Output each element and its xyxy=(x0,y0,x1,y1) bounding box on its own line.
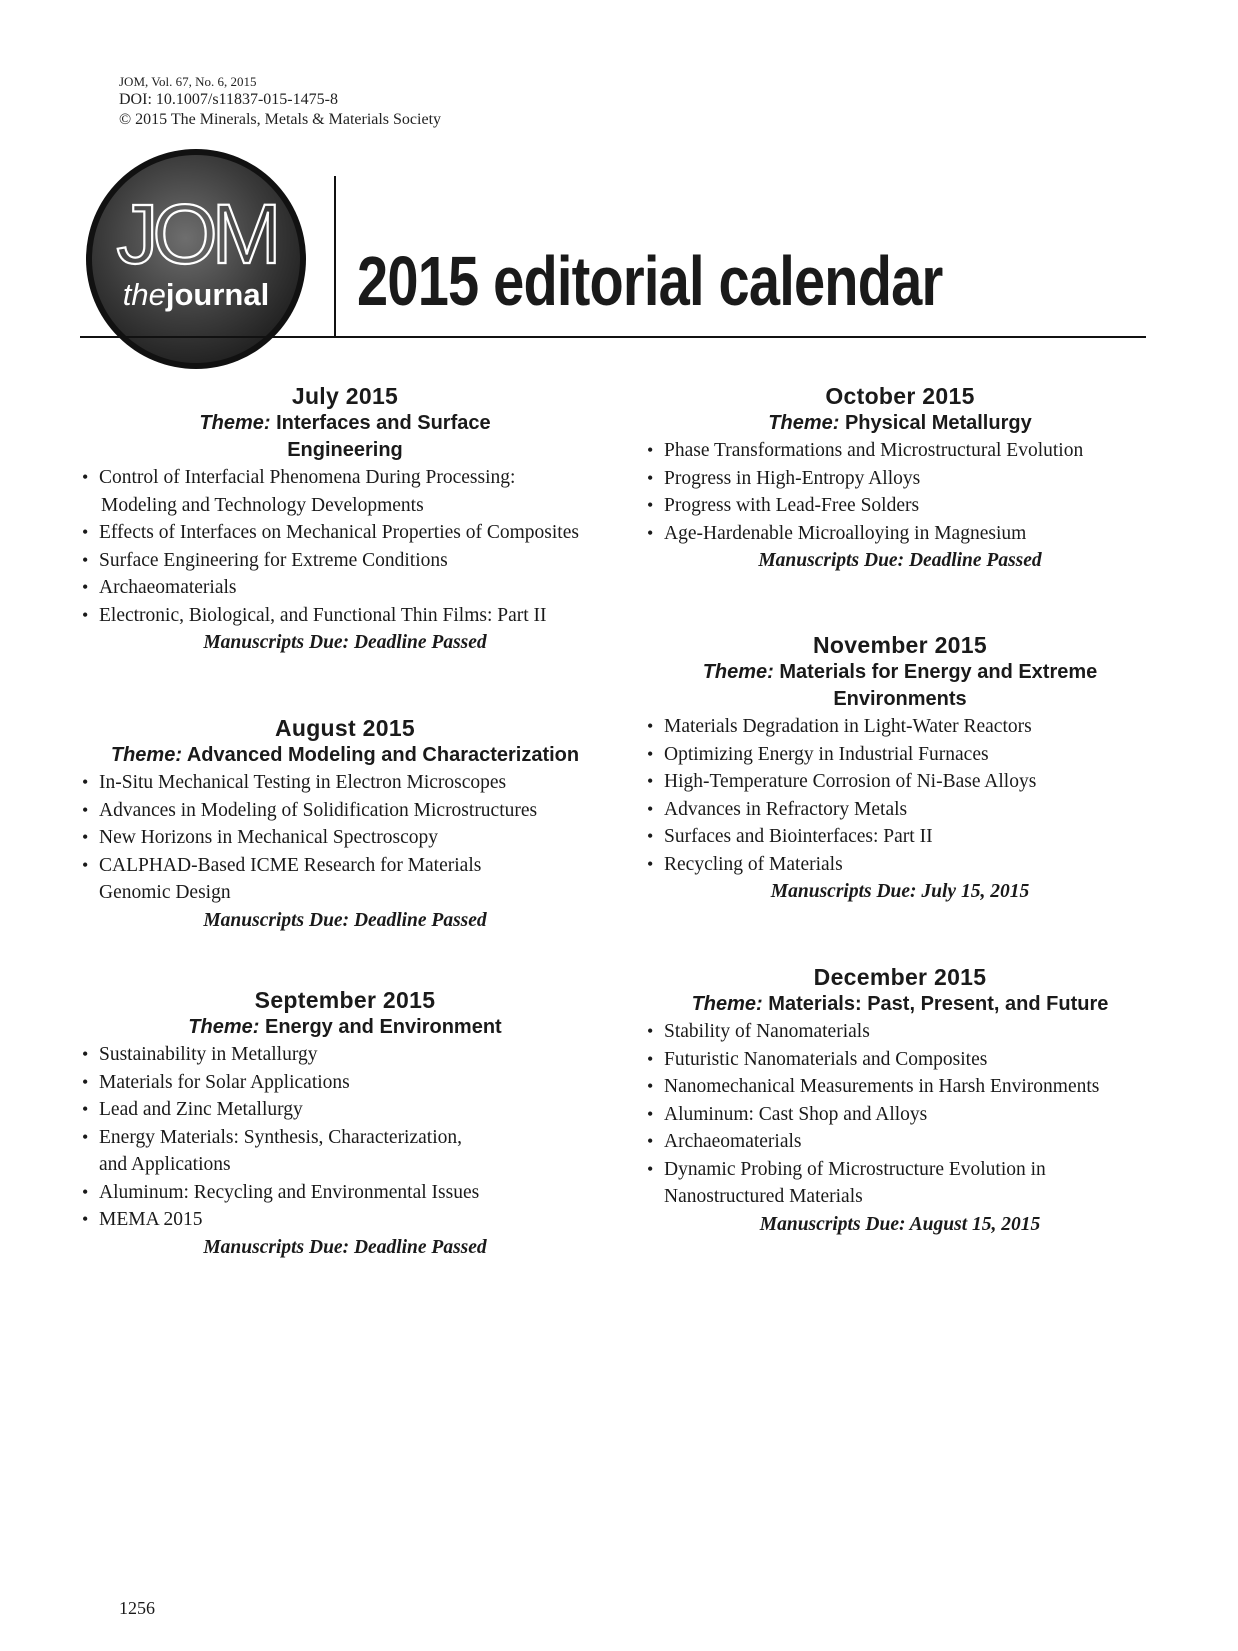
topic-list xyxy=(80,1041,610,1234)
manuscripts-due: Manuscripts Due: Deadline Passed xyxy=(758,550,1042,571)
manuscripts-due: Manuscripts Due: Deadline Passed xyxy=(203,1236,487,1258)
section-theme xyxy=(80,742,610,769)
topic-item: • Archaeomaterials xyxy=(645,1128,1155,1156)
topic-item: • High-Temperature Corrosion of Ni-Base Alloys xyxy=(645,768,1155,796)
topic-item: • Age-Hardenable Microalloying in Magnesium xyxy=(645,520,1155,548)
manuscripts-due: Manuscripts Due: Deadline Passed xyxy=(203,632,487,653)
topic-item: • MEMA 2015 xyxy=(80,1206,610,1234)
topic-item: • Control of Interfacial Phenomena During Processing: xyxy=(80,464,610,492)
theme-label: Theme: xyxy=(768,412,840,434)
theme-label: Theme: xyxy=(702,661,774,683)
topic-list xyxy=(645,713,1155,878)
section-month: October 2015 xyxy=(825,383,975,409)
manuscripts-due: Manuscripts Due: Deadline Passed xyxy=(203,909,487,931)
topic-item: • Phase Transformations and Microstructural Evolution xyxy=(645,437,1155,465)
section-month: November 2015 xyxy=(813,632,987,658)
topic-item: • Advances in Refractory Metals xyxy=(645,796,1155,824)
manuscripts-due: Manuscripts Due: July 15, 2015 xyxy=(770,881,1030,902)
section-october xyxy=(645,383,1155,575)
topic-item-continuation: Genomic Design xyxy=(99,882,231,903)
header-divider-horizontal xyxy=(80,336,1146,338)
section-month: December 2015 xyxy=(813,964,987,990)
topic-item: • Stability of Nanomaterials xyxy=(645,1018,1155,1046)
logo-sub-prefix: the xyxy=(122,277,166,312)
section-theme xyxy=(80,1014,610,1041)
topic-item: • Materials for Solar Applications xyxy=(80,1069,610,1097)
topic-item: • Surfaces and Biointerfaces: Part II xyxy=(645,823,1155,851)
section-september xyxy=(80,987,610,1261)
section-theme xyxy=(80,410,610,464)
copyright-line: © 2015 The Minerals, Metals & Materials Society xyxy=(119,111,442,129)
topic-item: • Sustainability in Metallurgy xyxy=(80,1041,610,1069)
logo-sub-word: journal xyxy=(165,277,270,312)
topic-item: • Progress with Lead-Free Solders xyxy=(645,492,1155,520)
topic-list xyxy=(645,1018,1155,1211)
section-theme xyxy=(645,410,1155,437)
header-divider-vertical xyxy=(334,176,336,338)
topic-item: • Aluminum: Recycling and Environmental Issues xyxy=(80,1179,610,1207)
theme-label: Theme: xyxy=(188,1016,260,1038)
section-november xyxy=(645,632,1155,906)
manuscripts-due: Manuscripts Due: August 15, 2015 xyxy=(759,1213,1041,1235)
topic-item: • Recycling of Materials xyxy=(645,851,1155,879)
theme-text-line2: Environments xyxy=(833,688,967,710)
section-july xyxy=(80,383,610,657)
topic-item-continuation: and Applications xyxy=(99,1154,231,1175)
topic-item: • Optimizing Energy in Industrial Furnaces xyxy=(645,741,1155,769)
doi-line: DOI: 10.1007/s11837-015-1475-8 xyxy=(119,91,338,109)
topic-item: • New Horizons in Mechanical Spectroscopy xyxy=(80,824,610,852)
topic-list xyxy=(80,464,610,629)
theme-label: Theme: xyxy=(199,412,271,434)
theme-label: Theme: xyxy=(691,993,763,1015)
topic-item: • Futuristic Nanomaterials and Composites xyxy=(645,1046,1155,1074)
jom-logo xyxy=(82,145,310,373)
topic-list xyxy=(80,769,610,907)
topic-item-continuation: Modeling and Technology Developments xyxy=(101,494,424,516)
topic-item: • Dynamic Probing of Microstructure Evolution in xyxy=(645,1156,1155,1184)
theme-text: Materials for Energy and Extreme xyxy=(779,661,1098,683)
section-month: September 2015 xyxy=(254,987,436,1013)
topic-item: • Energy Materials: Synthesis, Characterization, xyxy=(80,1124,610,1152)
theme-text: Energy and Environment xyxy=(264,1016,502,1038)
section-month: August 2015 xyxy=(274,715,416,741)
topic-item: • Archaeomaterials xyxy=(80,574,610,602)
section-theme xyxy=(645,659,1155,713)
section-december xyxy=(645,964,1155,1238)
topic-item: • Electronic, Biological, and Functional Thin Films: Part II xyxy=(80,602,610,630)
logo-main-text: JOM xyxy=(116,187,276,281)
topic-list xyxy=(645,437,1155,547)
topic-item-continuation: Nanostructured Materials xyxy=(664,1186,863,1207)
page-number: 1256 xyxy=(119,1598,155,1618)
topic-item: • Effects of Interfaces on Mechanical Properties of Composites xyxy=(80,519,610,547)
topic-item: • Nanomechanical Measurements in Harsh Environments xyxy=(645,1073,1155,1101)
journal-volume-line: JOM, Vol. 67, No. 6, 2015 xyxy=(119,74,257,89)
section-month: July 2015 xyxy=(291,383,399,409)
section-august xyxy=(80,715,610,934)
theme-text: Advanced Modeling and Characterization xyxy=(186,744,580,766)
citation-block xyxy=(119,74,441,130)
topic-item: • Progress in High-Entropy Alloys xyxy=(645,465,1155,493)
topic-item: • Materials Degradation in Light-Water Reactors xyxy=(645,713,1155,741)
theme-text: Materials: Past, Present, and Future xyxy=(768,993,1109,1015)
topic-item: • Surface Engineering for Extreme Conditions xyxy=(80,547,610,575)
theme-label: Theme: xyxy=(110,744,182,766)
logo-sub-text xyxy=(123,277,269,312)
section-theme xyxy=(645,991,1155,1018)
topic-item: • Lead and Zinc Metallurgy xyxy=(80,1096,610,1124)
topic-item: • CALPHAD-Based ICME Research for Materials xyxy=(80,852,610,880)
topic-item: • In-Situ Mechanical Testing in Electron Microscopes xyxy=(80,769,610,797)
topic-item: • Aluminum: Cast Shop and Alloys xyxy=(645,1101,1155,1129)
page-title: 2015 editorial calendar xyxy=(357,242,943,320)
topic-item: • Advances in Modeling of Solidification Microstructures xyxy=(80,797,610,825)
theme-text: Physical Metallurgy xyxy=(844,412,1032,434)
theme-text: Interfaces and Surface xyxy=(276,412,491,434)
theme-text-line2: Engineering xyxy=(287,439,403,461)
